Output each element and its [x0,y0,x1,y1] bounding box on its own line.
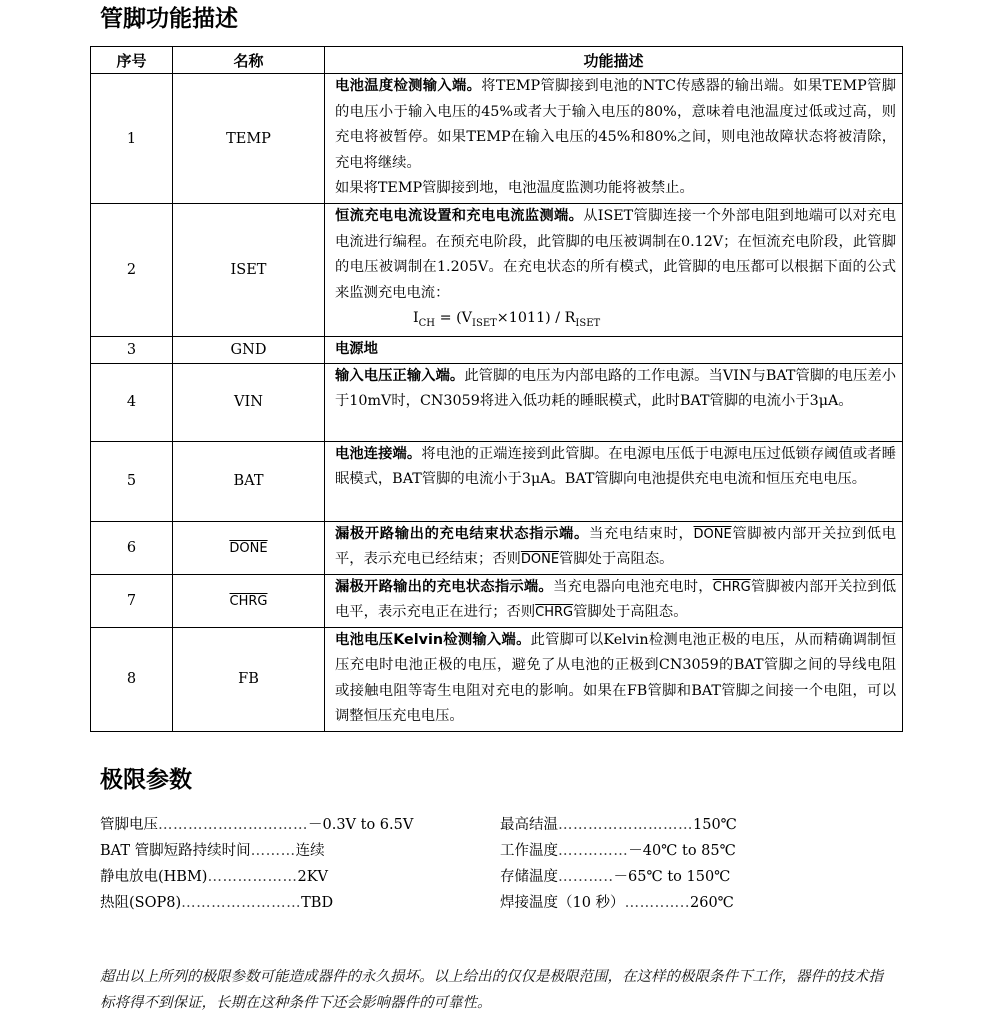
table-header-row [91,47,903,74]
table-row-temp [91,74,903,204]
pin-name: ISET [173,204,325,337]
pin-description [325,74,903,204]
pin-name [173,521,325,574]
signal-overline: CHRG [712,579,751,595]
pin-index: 8 [91,627,173,731]
table-row-done [91,521,903,574]
ratings-row [100,810,900,836]
pin-name-overline: DONE [229,540,268,556]
column-header-index: 序号 [91,47,173,74]
iset-formula: $I_{CH} = (V_{ISET}\times 1011) / R_{ISET}$ [413,310,601,329]
pin-description [325,204,903,337]
pin-index: 3 [91,337,173,364]
pin-index: 4 [91,363,173,441]
pin-description-title: 电池温度检测输入端。 [335,78,482,94]
pin-description-title: 漏极开路输出的充电状态指示端。 [335,578,553,595]
absolute-ratings-list [100,810,900,914]
table-row-gnd [91,337,903,364]
signal-overline: DONE [520,552,560,568]
pin-name-overline: CHRG [229,593,268,609]
pin-index: 5 [91,441,173,521]
pin-description: 漏极开路输出的充电结束状态指示端。当充电结束时，DONE管脚被内部开关拉到低电平，表示充电已经结束；否则DONE管脚处于高阻态。 [325,521,903,574]
section-title-absolute-ratings: 极限参数 [100,767,192,793]
pin-description [325,627,903,731]
signal-overline: CHRG [535,605,574,621]
pin-index: 6 [91,521,173,574]
pin-name: GND [173,337,325,364]
pin-description-title: 恒流充电电流设置和充电电流监测端。 [335,208,584,224]
rating-item: 工作温度…..………－40℃ to 85℃ [500,842,736,859]
rating-item: 静电放电(HBM)………………2KV [100,868,328,885]
table-row-bat [91,441,903,521]
signal-overline: DONE [693,526,732,542]
pin-description-title: 电池电压Kelvin检测输入端。 [335,631,531,648]
rating-item: 热阻(SOP8)……………………TBD [100,894,334,911]
pin-description [325,441,903,521]
table-row-fb [91,627,903,731]
pin-index: 7 [91,574,173,627]
column-header-name: 名称 [173,47,325,74]
rating-item: 管脚电压…………………………－0.3V to 6.5V [100,816,414,833]
pin-index: 2 [91,204,173,337]
pin-name: VIN [173,363,325,441]
ratings-row [100,836,900,862]
pin-description-title: 输入电压正输入端。 [335,367,465,384]
pin-description-title: 电源地 [335,341,378,358]
pin-description-text: 将电池的正端连接到此管脚。在电源电压低于电源电压过低锁存阈值或者睡眠模式，BAT管脚的电流小于3μA。BAT管脚向电池提供充电电流和恒压充电电压。 [335,445,897,488]
ratings-row [100,888,900,914]
table-row-iset [91,204,903,337]
ratings-footnote: 超出以上所列的极限参数可能造成器件的永久损坏。以上给出的仅仅是极限范围，在这样的极限条件下工作，器件的技术指标将得不到保证，长期在这种条件下还会影响器件的可靠性。 [100,969,883,1011]
pin-description: 漏极开路输出的充电状态指示端。当充电器向电池充电时，CHRG管脚被内部开关拉到低电平，表示充电正在进行；否则CHRG管脚处于高阻态。 [325,574,903,627]
ratings-row [100,862,900,888]
pin-name: FB [173,627,325,731]
rating-item: 焊接温度（10 秒）……..…..260℃ [500,894,734,911]
rating-item: BAT 管脚短路持续时间………连续 [100,842,325,859]
rating-item: 存储温度…...…..－65℃ to 150℃ [500,868,731,885]
rating-item: 最高结温………………………150℃ [500,816,737,833]
pin-description [325,363,903,441]
table-row-chrg [91,574,903,627]
pin-description-text: 此管脚可以Kelvin检测电池正极的电压，从而精确调制恒压充电时电池正极的电压，避免了从电池的正极到CN3059的BAT管脚之间的导线电阻或接触电阻等寄生电阻对充电的影响。如果在FB管脚和BAT管脚之间接一个电阻，可以调整恒压充电电压。 [335,631,896,725]
pin-description-text: 将TEMP管脚接到电池的NTC传感器的输出端。如果TEMP管脚的电压小于输入电压的45%或者大于输入电压的80%，意味着电池温度过低或过高，则充电将被暂停。如果TEMP在输入电压的45%和80%之间，则电池故障状态将被清除，充电将继续。 [335,78,896,171]
section-title-pin-functions: 管脚功能描述 [100,6,238,32]
pin-description-title: 电池连接端。 [335,445,422,462]
pin-description-text: 从ISET管脚连接一个外部电阻到地端可以对充电电流进行编程。在预充电阶段，此管脚的电压被调制在0.12V；在恒流充电阶段，此管脚的电压被调制在1.205V。在充电状态的所有模式，此管脚的电压都可以根据下面的公式来监测充电电流： [335,208,897,301]
pin-description-title: 漏极开路输出的充电结束状态指示端。 [335,525,589,542]
pin-description-text: 此管脚的电压为内部电路的工作电源。当VIN与BAT管脚的电压差小于10mV时，CN3059将进入低功耗的睡眠模式，此时BAT管脚的电流小于3μA。 [335,367,896,410]
column-header-description: 功能描述 [325,47,903,74]
pin-function-table [90,46,903,732]
pin-name: TEMP [173,74,325,204]
pin-description [325,337,903,364]
pin-description-note: 如果将TEMP管脚接到地，电池温度监测功能将被禁止。 [335,180,694,196]
pin-name [173,574,325,627]
table-row-vin [91,363,903,441]
pin-name: BAT [173,441,325,521]
pin-index: 1 [91,74,173,204]
